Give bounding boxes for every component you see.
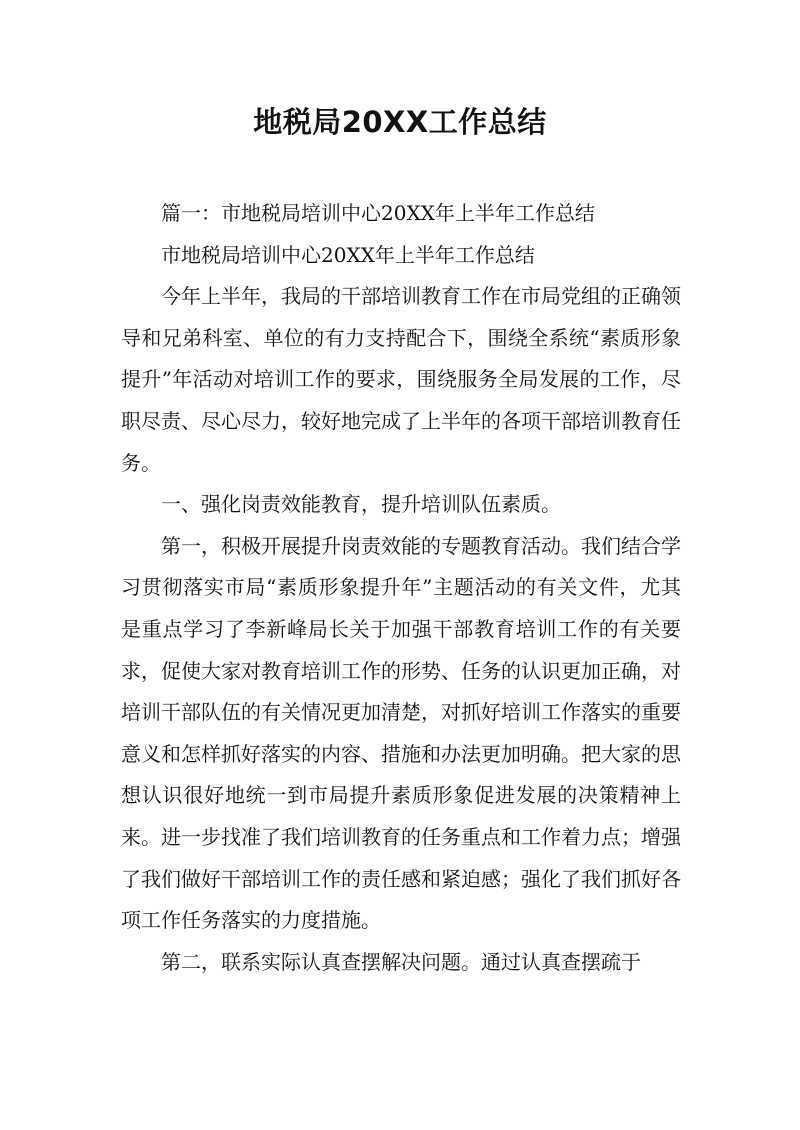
- section-subheading: 市地税局培训中心20XX年上半年工作总结: [161, 242, 535, 267]
- second-point-paragraph: 第二，联系实际认真查摆解决问题。通过认真查摆疏于: [161, 949, 641, 974]
- intro-paragraph: 今年上半年，我局的干部培训教育工作在市局党组的正确领导和兄弟科室、单位的有力支持配合下，围绕全系统“素质形象提升”年活动对培训工作的要求，围绕服务全局发展的工作，尽职尽责、尽心尽力，较好地完成了上半年的各项干部培训教育任务。: [121, 284, 681, 475]
- first-point-paragraph: 第一，积极开展提升岗责效能的专题教育活动。我们结合学习贯彻落实市局“素质形象提升年”主题活动的有关文件，尤其是重点学习了李新峰局长关于加强干部教育培训工作的有关要求，促使大家对教育培训工作的形势、任务的认识更加正确，对培训干部队伍的有关情况更加清楚，对抓好培训工作落实的重要意义和怎样抓好落实的内容、措施和办法更加明确。把大家的思想认识很好地统一到市局提升素质形象促进发展的决策精神上来。进一步找准了我们培训教育的任务重点和工作着力点；增强了我们做好干部培训工作的责任感和紧迫感；强化了我们抓好各项工作任务落实的力度措施。: [121, 533, 681, 933]
- section-heading: 篇一：市地税局培训中心20XX年上半年工作总结: [161, 201, 595, 225]
- document-title: 地税局20XX工作总结: [253, 105, 547, 139]
- document-body: [121, 193, 681, 983]
- part-one-heading: 一、强化岗责效能教育，提升培训队伍素质。: [161, 492, 561, 517]
